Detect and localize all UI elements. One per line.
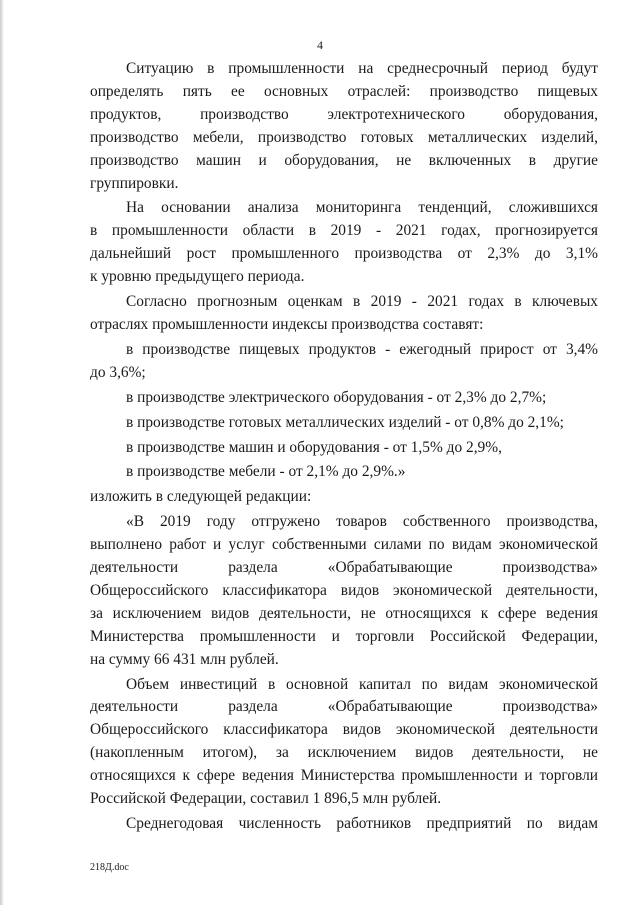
text-line: На основании анализа мониторинга тенденций, сложившихся <box>126 199 598 217</box>
scan-edge-shadow <box>0 0 4 905</box>
text-line: в производстве машин и оборудования - от 1,5% до 2,9%, <box>126 438 502 456</box>
text-line: в производстве электрического оборудования - от 2,3% до 2,7%; <box>126 388 547 406</box>
text-line: Общероссийского классификатора видов экономической деятельности <box>90 721 598 739</box>
text-line: деятельности раздела «Обрабатывающие производства» <box>90 698 598 716</box>
text-line: в производстве готовых металлических изделий - от 0,8% до 2,1%; <box>126 413 564 431</box>
text-line: в промышленности области в 2019 - 2021 годах, прогнозируется <box>90 222 598 240</box>
text-line: на сумму 66 431 млн рублей. <box>90 650 279 668</box>
text-line: отраслях промышленности индексы производства составят: <box>90 315 484 333</box>
text-line: в производстве пищевых продуктов - ежегодный прирост от 3,4% <box>126 340 598 358</box>
text-line: Среднегодовая численность работников предприятий по видам <box>126 815 598 832</box>
page-number: 4 <box>317 38 323 52</box>
text-line: производство машин и оборудования, не включенных в другие <box>90 151 598 169</box>
text-line: «В 2019 году отгружено товаров собственного производства, <box>126 513 598 531</box>
text-line: до 3,6%; <box>90 363 146 381</box>
text-line: выполнено работ и услуг собственными силами по видам экономической <box>90 536 598 554</box>
text-line: деятельности раздела «Обрабатывающие производства» <box>90 559 598 577</box>
text-line: производство мебели, производство готовых металлических изделий, <box>90 128 598 146</box>
text-line: Ситуацию в промышленности на среднесрочный период будут <box>126 60 598 77</box>
text-line: дальнейший рост промышленного производства от 2,3% до 3,1% <box>90 245 598 263</box>
text-line: за исключением видов деятельности, не относящихся к сфере ведения <box>90 604 598 622</box>
text-line: группировки. <box>90 174 179 192</box>
text-line: Российской Федерации, составил 1 896,5 млн рублей. <box>90 790 442 808</box>
text-line: определять пять ее основных отраслей: производство пищевых <box>90 82 598 100</box>
text-line: продуктов, производство электротехнического оборудования, <box>90 105 598 123</box>
document-body <box>90 58 598 836</box>
text-line: Объем инвестиций в основной капитал по видам экономической <box>126 675 598 693</box>
text-line: изложить в следующей редакции: <box>90 488 312 506</box>
text-line: в производстве мебели - от 2,1% до 2,9%.» <box>126 463 406 481</box>
text-line: к уровню предыдущего периода. <box>90 268 305 286</box>
footer-filename: 218Д.doc <box>90 862 129 873</box>
text-line: (накопленным итогом), за исключением видов деятельности, не <box>90 744 598 762</box>
text-line: Общероссийского классификатора видов экономической деятельности, <box>90 581 598 599</box>
text-line: относящихся к сфере ведения Министерства промышленности и торговли <box>90 767 598 785</box>
text-line: Министерства промышленности и торговли Российской Федерации, <box>90 627 598 645</box>
text-line: Согласно прогнозным оценкам в 2019 - 2021 годах в ключевых <box>126 293 598 311</box>
